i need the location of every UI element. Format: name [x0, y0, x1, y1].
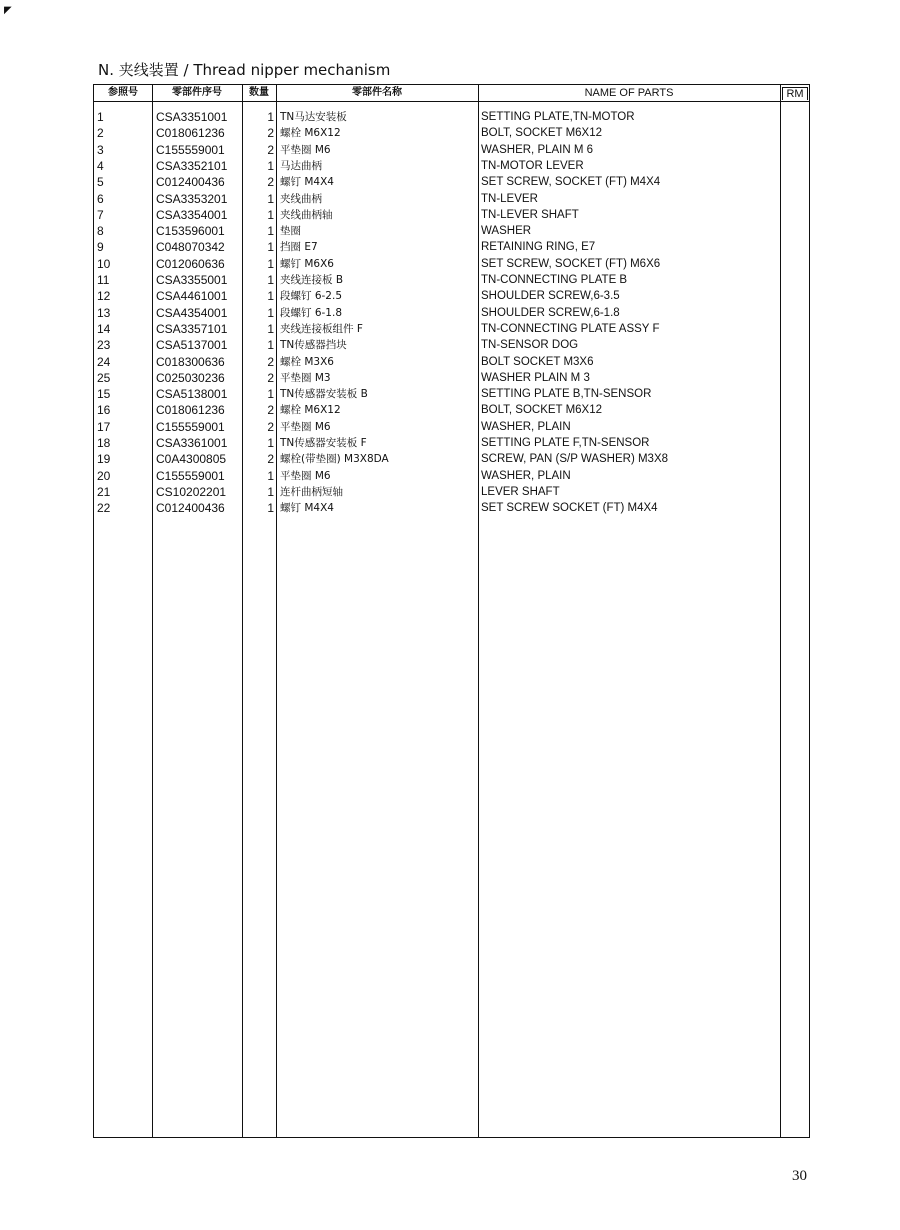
quantity: 1 — [267, 501, 274, 516]
part-number: CSA5137001 — [156, 338, 228, 353]
header-rm: RM — [782, 87, 808, 100]
quantity: 2 — [267, 175, 274, 190]
table-row — [94, 191, 809, 207]
part-name: TN-LEVER — [481, 192, 538, 205]
part-name: RETAINING RING, E7 — [481, 241, 596, 254]
part-number: CSA5138001 — [156, 387, 228, 402]
table-row — [94, 386, 809, 402]
part-number: C012060636 — [156, 256, 225, 271]
chinese-part-name: TN传感器安装板 F — [280, 437, 367, 449]
ref-number: 11 — [97, 273, 110, 287]
ref-number: 16 — [97, 403, 111, 418]
ref-number: 7 — [97, 207, 104, 222]
chinese-part-name: 螺栓 M6X12 — [280, 404, 341, 417]
quantity: 2 — [267, 403, 274, 418]
part-number: CSA3354001 — [156, 207, 228, 222]
part-number: C155559001 — [156, 142, 225, 157]
chinese-part-name: TN传感器安装板 B — [280, 388, 368, 401]
quantity: 2 — [267, 370, 274, 385]
table-row — [94, 500, 809, 516]
ref-number: 23 — [97, 338, 111, 353]
quantity: 2 — [267, 419, 274, 434]
chinese-part-name: 垫圈 — [280, 225, 301, 238]
chinese-part-name: 夹线连接板 B — [280, 274, 344, 286]
part-number: CSA3355001 — [156, 273, 228, 287]
part-name: SHOULDER SCREW,6-1.8 — [481, 306, 620, 319]
chinese-part-name: 平垫圈 M3 — [280, 371, 331, 384]
table-row — [94, 435, 809, 451]
part-number: C153596001 — [156, 224, 225, 239]
quantity: 1 — [267, 338, 274, 353]
chinese-part-name: 挡圈 E7 — [280, 241, 318, 254]
quantity: 2 — [267, 142, 274, 157]
ref-number: 20 — [97, 468, 111, 483]
part-name: WASHER PLAIN M 3 — [481, 371, 590, 384]
ref-number: 24 — [97, 354, 111, 369]
quantity: 1 — [267, 256, 274, 271]
part-number: CSA4354001 — [156, 305, 228, 320]
table-row — [94, 402, 809, 418]
ref-number: 1 — [97, 110, 104, 124]
part-number: CSA4461001 — [156, 289, 228, 304]
part-number: CSA3357101 — [156, 321, 228, 336]
ref-number: 5 — [97, 175, 104, 190]
ref-number: 22 — [97, 501, 111, 516]
quantity: 1 — [267, 158, 274, 173]
part-name: BOLT, SOCKET M6X12 — [481, 127, 603, 140]
page-title: N. 夹线装置 / Thread nipper mechanism — [98, 61, 391, 79]
chinese-part-name: TN马达安装板 — [280, 111, 347, 123]
quantity: 1 — [267, 207, 274, 222]
table-row — [94, 142, 809, 158]
quantity: 1 — [267, 289, 274, 304]
chinese-part-name: TN传感器挡块 — [280, 339, 347, 352]
table-row — [94, 288, 809, 304]
part-name: SETTING PLATE B,TN-SENSOR — [481, 388, 652, 401]
part-name: TN-CONNECTING PLATE ASSY F — [481, 322, 660, 335]
parts-table — [93, 84, 810, 1138]
table-row — [94, 451, 809, 467]
part-number: C155559001 — [156, 468, 225, 483]
table-row — [94, 174, 809, 190]
part-name: BOLT SOCKET M3X6 — [481, 355, 594, 368]
part-name: SETTING PLATE F,TN-SENSOR — [481, 437, 650, 449]
part-name: SCREW, PAN (S/P WASHER) M3X8 — [481, 453, 669, 466]
ref-number: 13 — [97, 305, 111, 320]
table-row — [94, 125, 809, 141]
quantity: 1 — [267, 484, 274, 499]
part-number: C018061236 — [156, 126, 225, 141]
part-number: CSA3353201 — [156, 191, 228, 206]
part-number: C012400436 — [156, 175, 225, 190]
corner-mark: ◤ — [4, 5, 12, 16]
part-number: C155559001 — [156, 419, 225, 434]
quantity: 1 — [267, 110, 274, 124]
part-name: WASHER, PLAIN — [481, 469, 571, 482]
table-row — [94, 321, 809, 337]
page-number: 30 — [792, 1168, 807, 1184]
table-row — [94, 272, 809, 288]
chinese-part-name: 连杆曲柄短轴 — [280, 485, 343, 498]
part-name: WASHER, PLAIN M 6 — [481, 143, 594, 156]
ref-number: 6 — [97, 191, 104, 206]
part-number: CSA3352101 — [156, 158, 228, 173]
ref-number: 18 — [97, 436, 111, 450]
part-name: SET SCREW SOCKET (FT) M4X4 — [481, 502, 658, 515]
chinese-part-name: 螺栓 M3X6 — [280, 355, 334, 368]
ref-number: 17 — [97, 419, 111, 434]
chinese-part-name: 平垫圈 M6 — [280, 420, 331, 433]
table-row — [94, 484, 809, 500]
ref-number: 19 — [97, 452, 111, 467]
ref-number: 2 — [97, 126, 104, 141]
table-row — [94, 239, 809, 255]
part-name: LEVER SHAFT — [481, 485, 560, 498]
table-row — [94, 419, 809, 435]
part-number: CS10202201 — [156, 484, 227, 499]
chinese-part-name: 螺钉 M4X4 — [280, 176, 334, 189]
quantity: 2 — [267, 452, 274, 467]
table-row — [94, 370, 809, 386]
part-number: C0A4300805 — [156, 452, 227, 467]
chinese-part-name: 螺栓(带垫圈) M3X8DA — [280, 453, 389, 466]
header-ref: 参照号 — [108, 87, 138, 98]
table-row — [94, 207, 809, 223]
chinese-part-name: 夹线连接板组件 F — [280, 322, 363, 335]
part-number: C018061236 — [156, 403, 225, 418]
quantity: 1 — [267, 468, 274, 483]
chinese-part-name: 夹线曲柄 — [280, 192, 322, 205]
chinese-part-name: 螺栓 M6X12 — [280, 127, 341, 140]
quantity: 2 — [267, 354, 274, 369]
chinese-part-name: 马达曲柄 — [280, 159, 322, 172]
part-number: C048070342 — [156, 240, 225, 255]
table-row — [94, 337, 809, 353]
quantity: 1 — [267, 387, 274, 402]
ref-number: 25 — [97, 370, 111, 385]
chinese-part-name: 平垫圈 M6 — [280, 143, 331, 156]
table-row — [94, 223, 809, 239]
table-row — [94, 158, 809, 174]
part-name: TN-LEVER SHAFT — [481, 208, 579, 221]
chinese-part-name: 段螺钉 6-1.8 — [280, 306, 343, 319]
part-number: C025030236 — [156, 370, 225, 385]
quantity: 1 — [267, 191, 274, 206]
ref-number: 8 — [97, 224, 104, 239]
table-row — [94, 109, 809, 125]
table-row — [94, 468, 809, 484]
ref-number: 14 — [97, 321, 111, 336]
header-quantity: 数量 — [249, 87, 269, 98]
header-name-of-parts: NAME OF PARTS — [584, 87, 674, 99]
header-part-number: 零部件序号 — [172, 87, 222, 98]
ref-number: 10 — [97, 256, 111, 271]
chinese-part-name: 平垫圈 M6 — [280, 469, 331, 482]
part-name: TN-CONNECTING PLATE B — [481, 274, 628, 286]
quantity: 1 — [267, 305, 274, 320]
ref-number: 15 — [97, 387, 111, 402]
quantity: 1 — [267, 273, 274, 287]
part-name: SHOULDER SCREW,6-3.5 — [481, 290, 620, 303]
table-header — [94, 85, 809, 102]
part-name: TN-MOTOR LEVER — [481, 159, 584, 172]
quantity: 1 — [267, 436, 274, 450]
table-row — [94, 305, 809, 321]
table-row — [94, 256, 809, 272]
part-name: WASHER, PLAIN — [481, 420, 571, 433]
ref-number: 9 — [97, 240, 104, 255]
ref-number: 3 — [97, 142, 104, 157]
chinese-part-name: 段螺钉 6-2.5 — [280, 290, 343, 303]
ref-number: 12 — [97, 289, 111, 304]
quantity: 2 — [267, 126, 274, 141]
part-name: TN-SENSOR DOG — [481, 339, 579, 352]
ref-number: 21 — [97, 484, 111, 499]
part-name: WASHER — [481, 225, 532, 238]
header-chinese-name: 零部件名称 — [352, 87, 402, 98]
part-name: SET SCREW, SOCKET (FT) M6X6 — [481, 257, 661, 270]
part-name: SETTING PLATE,TN-MOTOR — [481, 111, 635, 123]
part-name: BOLT, SOCKET M6X12 — [481, 404, 603, 417]
quantity: 1 — [267, 224, 274, 239]
quantity: 1 — [267, 321, 274, 336]
chinese-part-name: 夹线曲柄轴 — [280, 208, 333, 221]
quantity: 1 — [267, 240, 274, 255]
chinese-part-name: 螺钉 M4X4 — [280, 502, 334, 515]
part-number: CSA3361001 — [156, 436, 228, 450]
ref-number: 4 — [97, 158, 104, 173]
part-number: C018300636 — [156, 354, 225, 369]
table-row — [94, 354, 809, 370]
part-number: CSA3351001 — [156, 110, 228, 124]
part-name: SET SCREW, SOCKET (FT) M4X4 — [481, 176, 661, 189]
chinese-part-name: 螺钉 M6X6 — [280, 257, 334, 270]
part-number: C012400436 — [156, 501, 225, 516]
